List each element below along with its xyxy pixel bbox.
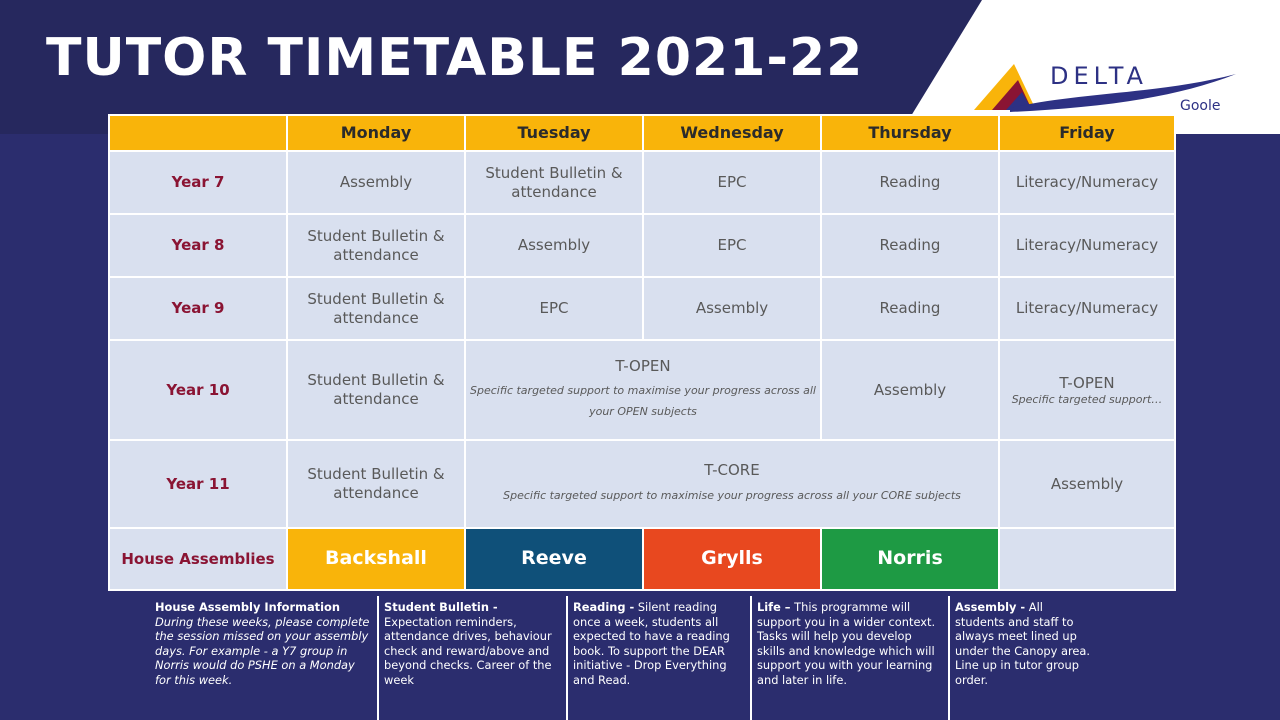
info-house-assembly xyxy=(149,596,377,720)
row-year-9 xyxy=(109,277,1175,340)
day-header-tuesday: Tuesday xyxy=(465,115,643,151)
topen-description: Specific targeted support… xyxy=(1011,392,1163,406)
info-text: All students and staff to always meet lined up under the Canopy area. Line up in tutor group order. xyxy=(955,600,1091,687)
info-title: Assembly - xyxy=(955,600,1026,614)
corner-cell xyxy=(109,115,287,151)
row-year-10 xyxy=(109,340,1175,440)
logo-subtitle: Goole xyxy=(1180,98,1221,114)
info-life xyxy=(751,596,948,720)
cell-tue-thu-tcore xyxy=(465,440,999,528)
topen-description: Specific targeted support to maximise your progress across all your OPEN subjects xyxy=(470,384,816,419)
day-header-thursday: Thursday xyxy=(821,115,999,151)
info-title: Reading - xyxy=(573,600,635,614)
info-title: Life – xyxy=(757,600,791,614)
info-title: Student Bulletin - xyxy=(384,600,498,614)
row-year-7 xyxy=(109,151,1175,214)
cell-mon: Student Bulletin & attendance xyxy=(287,277,465,340)
cell-fri-topen xyxy=(999,340,1175,440)
house-grylls: Grylls xyxy=(643,528,821,590)
cell-tue: Student Bulletin & attendance xyxy=(465,151,643,214)
cell-wed: EPC xyxy=(643,151,821,214)
row-year-8 xyxy=(109,214,1175,277)
tcore-title: T-CORE xyxy=(704,461,760,480)
info-assembly xyxy=(949,596,1099,720)
cell-thu: Reading xyxy=(821,214,999,277)
row-label: Year 10 xyxy=(109,340,287,440)
cell-mon: Assembly xyxy=(287,151,465,214)
logo-name: DELTA xyxy=(1050,62,1148,90)
cell-thu: Reading xyxy=(821,151,999,214)
info-title: House Assembly Information xyxy=(155,600,340,614)
row-house-assemblies xyxy=(109,528,1175,590)
cell-mon: Student Bulletin & attendance xyxy=(287,440,465,528)
cell-mon: Student Bulletin & attendance xyxy=(287,340,465,440)
header-row xyxy=(109,115,1175,151)
info-student-bulletin xyxy=(378,596,566,720)
cell-fri: Literacy/Numeracy xyxy=(999,277,1175,340)
cell-fri: Literacy/Numeracy xyxy=(999,151,1175,214)
cell-fri-empty xyxy=(999,528,1175,590)
cell-tue-wed-topen xyxy=(465,340,821,440)
day-header-wednesday: Wednesday xyxy=(643,115,821,151)
house-norris: Norris xyxy=(821,528,999,590)
info-text: Expectation reminders, attendance drives, behaviour check and reward/above and beyond checks. Career of the week xyxy=(384,614,552,687)
info-reading xyxy=(567,596,750,720)
row-year-11 xyxy=(109,440,1175,528)
row-label: Year 7 xyxy=(109,151,287,214)
info-text: Silent reading once a week, students all expected to have a reading book. To support the DEAR initiative - Drop Everything and Read. xyxy=(573,600,730,687)
cell-tue: Assembly xyxy=(465,214,643,277)
timetable xyxy=(108,114,1176,591)
topen-title: T-OPEN xyxy=(615,356,671,375)
cell-fri: Assembly xyxy=(999,440,1175,528)
row-label: Year 9 xyxy=(109,277,287,340)
page-title: TUTOR TIMETABLE 2021-22 xyxy=(46,28,864,88)
cell-tue: EPC xyxy=(465,277,643,340)
topen-title: T-OPEN xyxy=(1059,373,1115,392)
day-header-monday: Monday xyxy=(287,115,465,151)
info-text: During these weeks, please complete the session missed on your assembly days. For example - a Y7 group in Norris would do PSHE on a Monday for this week. xyxy=(155,614,370,687)
cell-mon: Student Bulletin & attendance xyxy=(287,214,465,277)
cell-thu: Reading xyxy=(821,277,999,340)
day-header-friday: Friday xyxy=(999,115,1175,151)
cell-wed: EPC xyxy=(643,214,821,277)
house-backshall: Backshall xyxy=(287,528,465,590)
house-reeve: Reeve xyxy=(465,528,643,590)
row-label: Year 8 xyxy=(109,214,287,277)
row-label: House Assemblies xyxy=(109,528,287,590)
cell-wed: Assembly xyxy=(643,277,821,340)
info-text: This programme will support you in a wider context. Tasks will help you develop skills and knowledge which will support you with your learning and later in life. xyxy=(757,600,936,687)
row-label: Year 11 xyxy=(109,440,287,528)
cell-fri: Literacy/Numeracy xyxy=(999,214,1175,277)
cell-thu: Assembly xyxy=(821,340,999,440)
tcore-description: Specific targeted support to maximise your progress across all your CORE subjects xyxy=(503,488,961,502)
